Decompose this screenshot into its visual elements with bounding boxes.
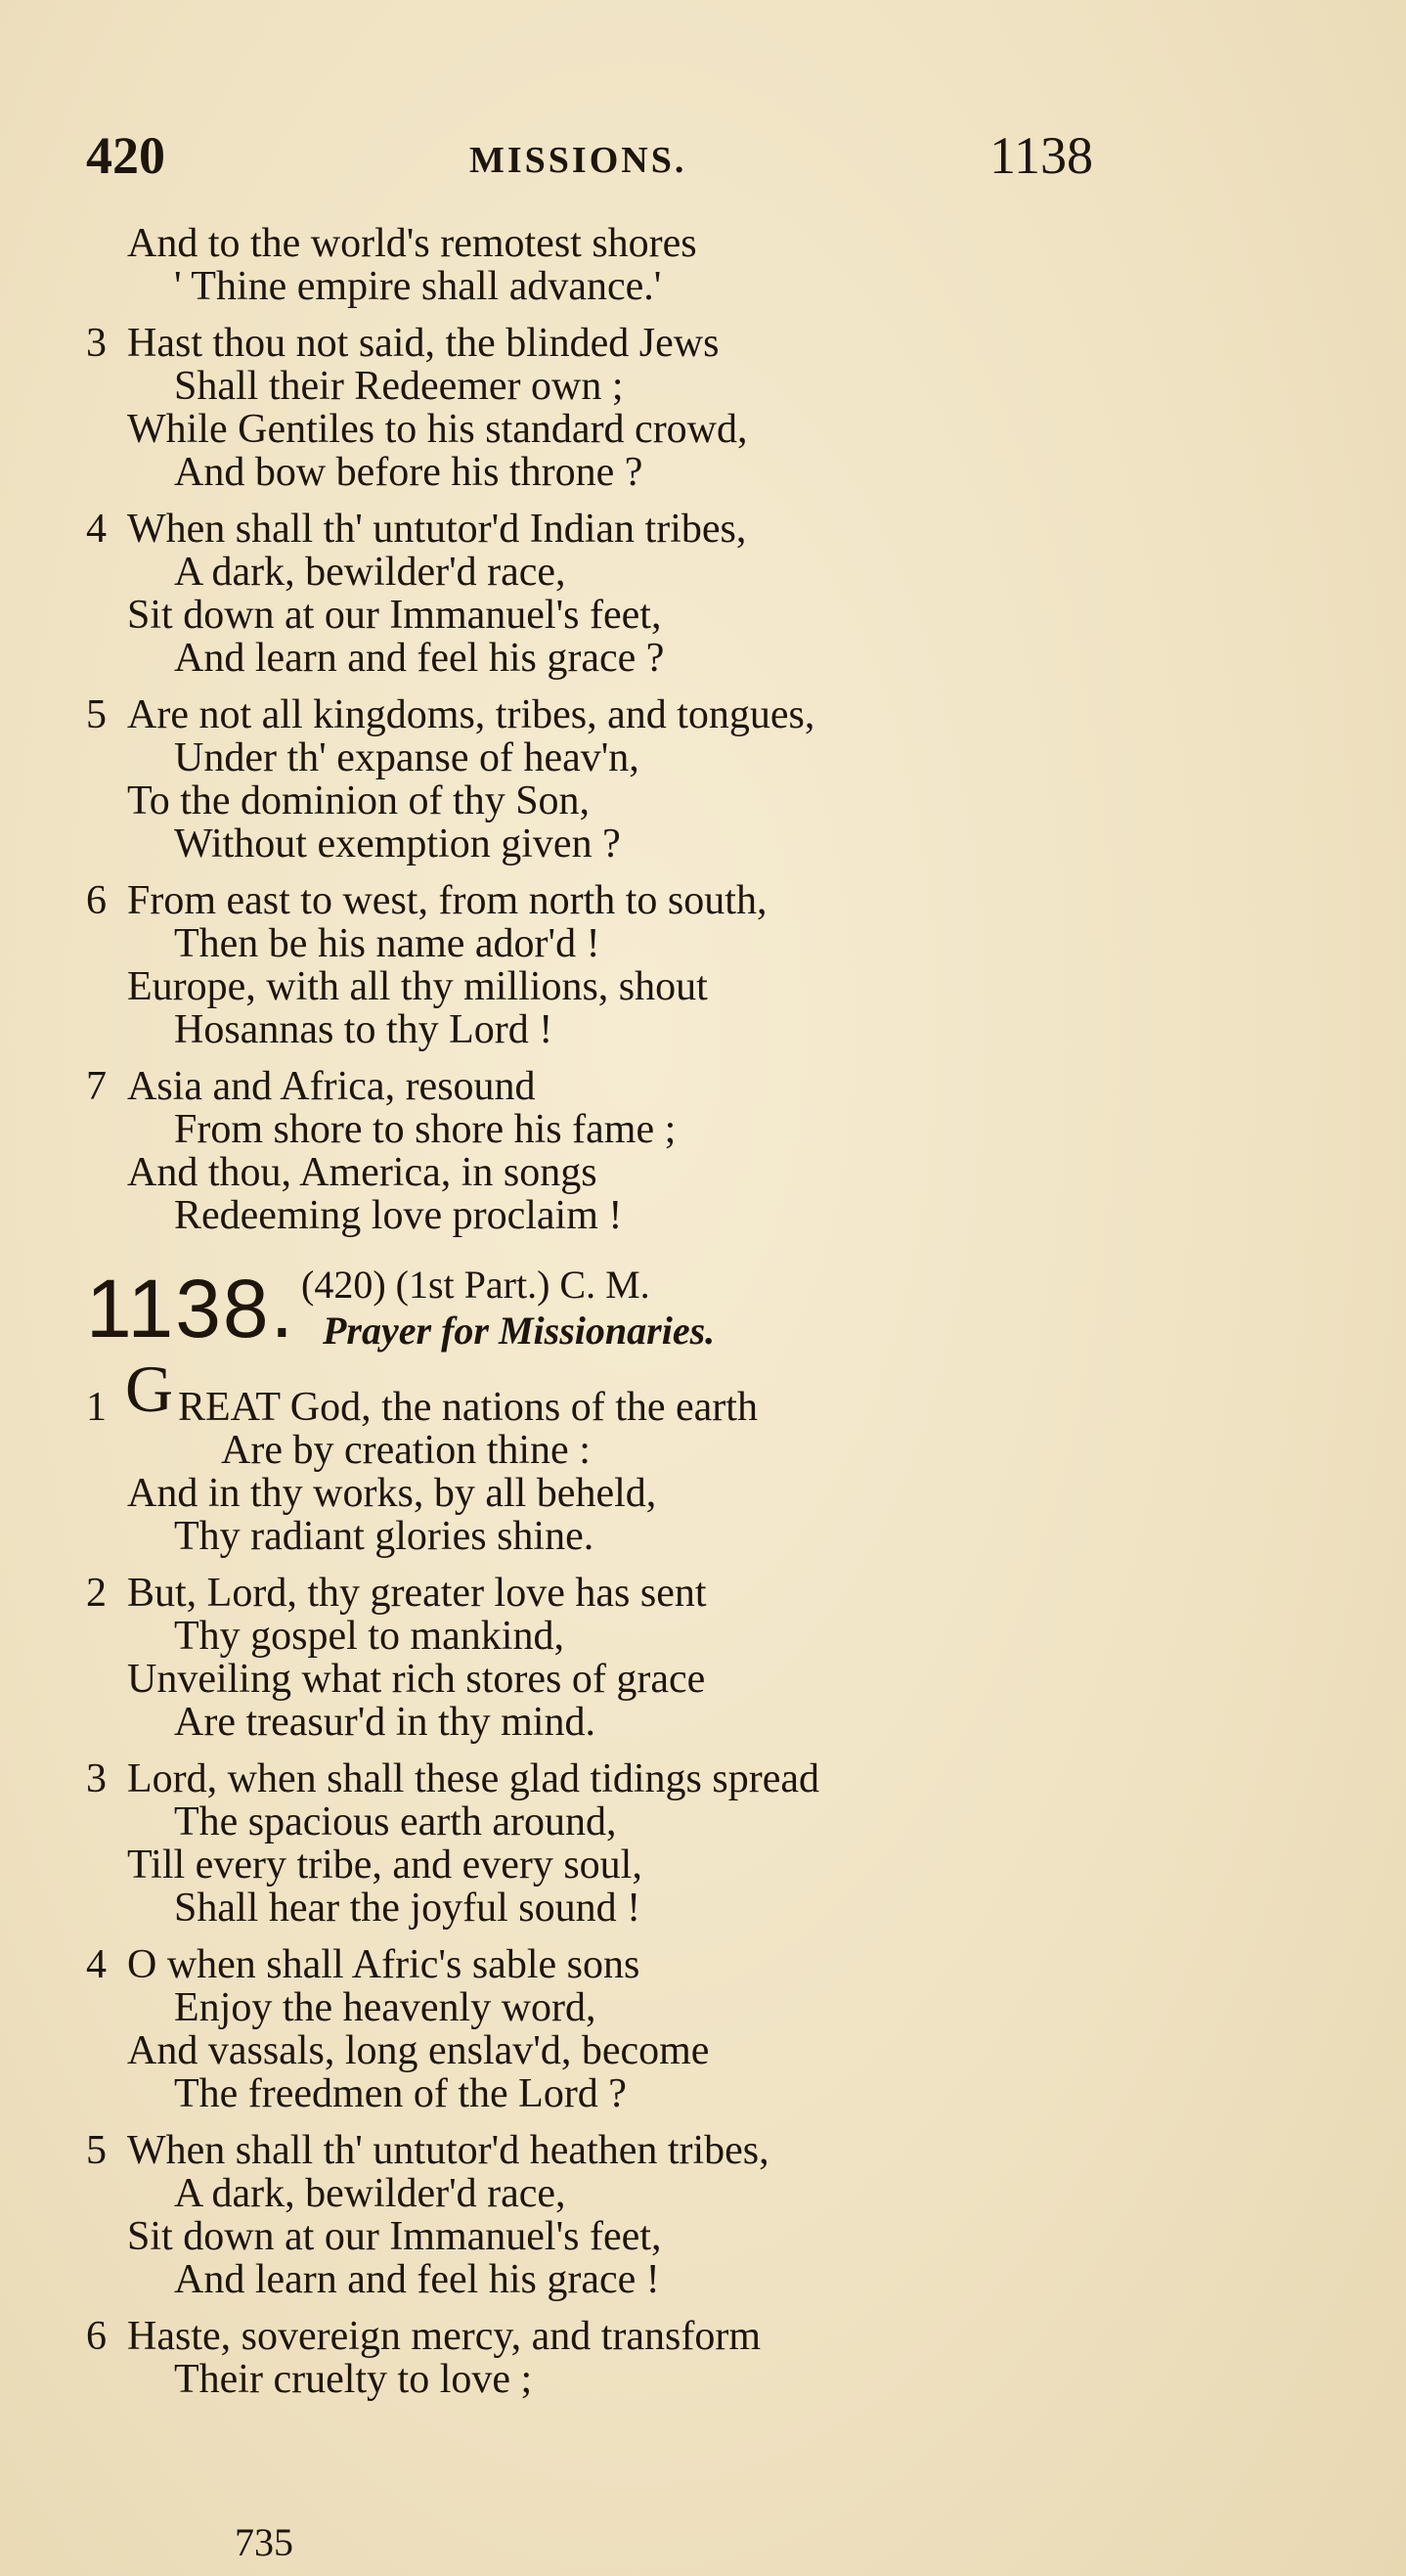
stanza-number: 3 <box>86 1756 107 1801</box>
verse-line: Are not all kingdoms, tribes, and tongues, <box>127 692 815 737</box>
stanza-number: 4 <box>86 1942 107 1987</box>
verse-line: ' Thine empire shall advance.' <box>174 264 662 309</box>
hymn-meta: (420) (1st Part.) C. M. <box>301 1263 650 1307</box>
verse-line: REAT God, the nations of the earth <box>178 1385 758 1430</box>
verse-line: Europe, with all thy millions, shout <box>127 964 708 1009</box>
verse-line: Hosannas to thy Lord ! <box>174 1007 553 1052</box>
verse-line: Are by creation thine : <box>221 1428 591 1473</box>
running-title: MISSIONS. <box>469 140 687 181</box>
verse-line: A dark, bewilder'd race, <box>174 2171 566 2216</box>
stanza-number: 5 <box>86 692 107 737</box>
verse-line: Sit down at our Immanuel's feet, <box>127 2214 662 2259</box>
verse-line: And learn and feel his grace ? <box>174 636 665 681</box>
stanza-number: 4 <box>86 507 107 552</box>
stanza-number: 1 <box>86 1385 107 1430</box>
footer-page-number: 735 <box>235 2520 293 2564</box>
hymn-title: Prayer for Missionaries. <box>323 1309 716 1353</box>
verse-line: Haste, sovereign mercy, and transform <box>127 2314 762 2359</box>
verse-line: Thy radiant glories shine. <box>174 1514 594 1559</box>
verse-line: And to the world's remotest shores <box>127 221 697 266</box>
verse-line: Hast thou not said, the blinded Jews <box>127 321 720 366</box>
stanza-number: 5 <box>86 2128 107 2173</box>
verse-line: Enjoy the heavenly word, <box>174 1985 596 2030</box>
verse-line: To the dominion of thy Son, <box>127 778 591 823</box>
verse-line: Then be his name ador'd ! <box>174 921 600 966</box>
verse-line: Thy gospel to mankind, <box>174 1614 564 1659</box>
drop-cap: G <box>125 1352 174 1426</box>
stanza-number: 6 <box>86 2314 107 2359</box>
verse-line: The spacious earth around, <box>174 1799 617 1844</box>
hymn-number-header: 1138 <box>989 126 1093 185</box>
verse-line: Unveiling what rich stores of grace <box>127 1657 706 1702</box>
verse-line: The freedmen of the Lord ? <box>174 2071 627 2116</box>
verse-line: Sit down at our Immanuel's feet, <box>127 593 662 638</box>
stanza-number: 2 <box>86 1571 107 1616</box>
verse-line: But, Lord, thy greater love has sent <box>127 1571 707 1616</box>
verse-line: While Gentiles to his standard crowd, <box>127 407 748 452</box>
verse-line: And vassals, long enslav'd, become <box>127 2028 710 2073</box>
running-header <box>86 125 1093 194</box>
verse-line: A dark, bewilder'd race, <box>174 550 566 595</box>
verse-line: Are treasur'd in thy mind. <box>174 1700 595 1745</box>
verse-line: When shall th' untutor'd heathen tribes, <box>127 2128 769 2173</box>
verse-line: Shall hear the joyful sound ! <box>174 1886 641 1931</box>
verse-line: And in thy works, by all beheld, <box>127 1471 657 1516</box>
verse-line: Redeeming love proclaim ! <box>174 1193 623 1238</box>
verse-line: And learn and feel his grace ! <box>174 2257 660 2302</box>
verse-line: And thou, America, in songs <box>127 1150 597 1195</box>
verse-line: From east to west, from north to south, <box>127 878 768 923</box>
verse-line: Asia and Africa, resound <box>127 1064 536 1109</box>
stanza-number: 7 <box>86 1064 107 1109</box>
hymn-number: 1138. <box>86 1263 295 1355</box>
verse-line: Under th' expanse of heav'n, <box>174 735 639 780</box>
stanza-number: 6 <box>86 878 107 923</box>
verse-line: Till every tribe, and every soul, <box>127 1843 642 1888</box>
stanza-number: 3 <box>86 321 107 366</box>
page-number: 420 <box>86 126 165 185</box>
verse-line: Without exemption given ? <box>174 822 621 866</box>
verse-line: O when shall Afric's sable sons <box>127 1942 640 1987</box>
verse-line: Shall their Redeemer own ; <box>174 364 624 409</box>
verse-line: And bow before his throne ? <box>174 450 643 495</box>
verse-line: Lord, when shall these glad tidings spread <box>127 1756 820 1801</box>
verse-line: From shore to shore his fame ; <box>174 1107 677 1152</box>
verse-line: When shall th' untutor'd Indian tribes, <box>127 507 747 552</box>
verse-line: Their cruelty to love ; <box>174 2357 533 2402</box>
